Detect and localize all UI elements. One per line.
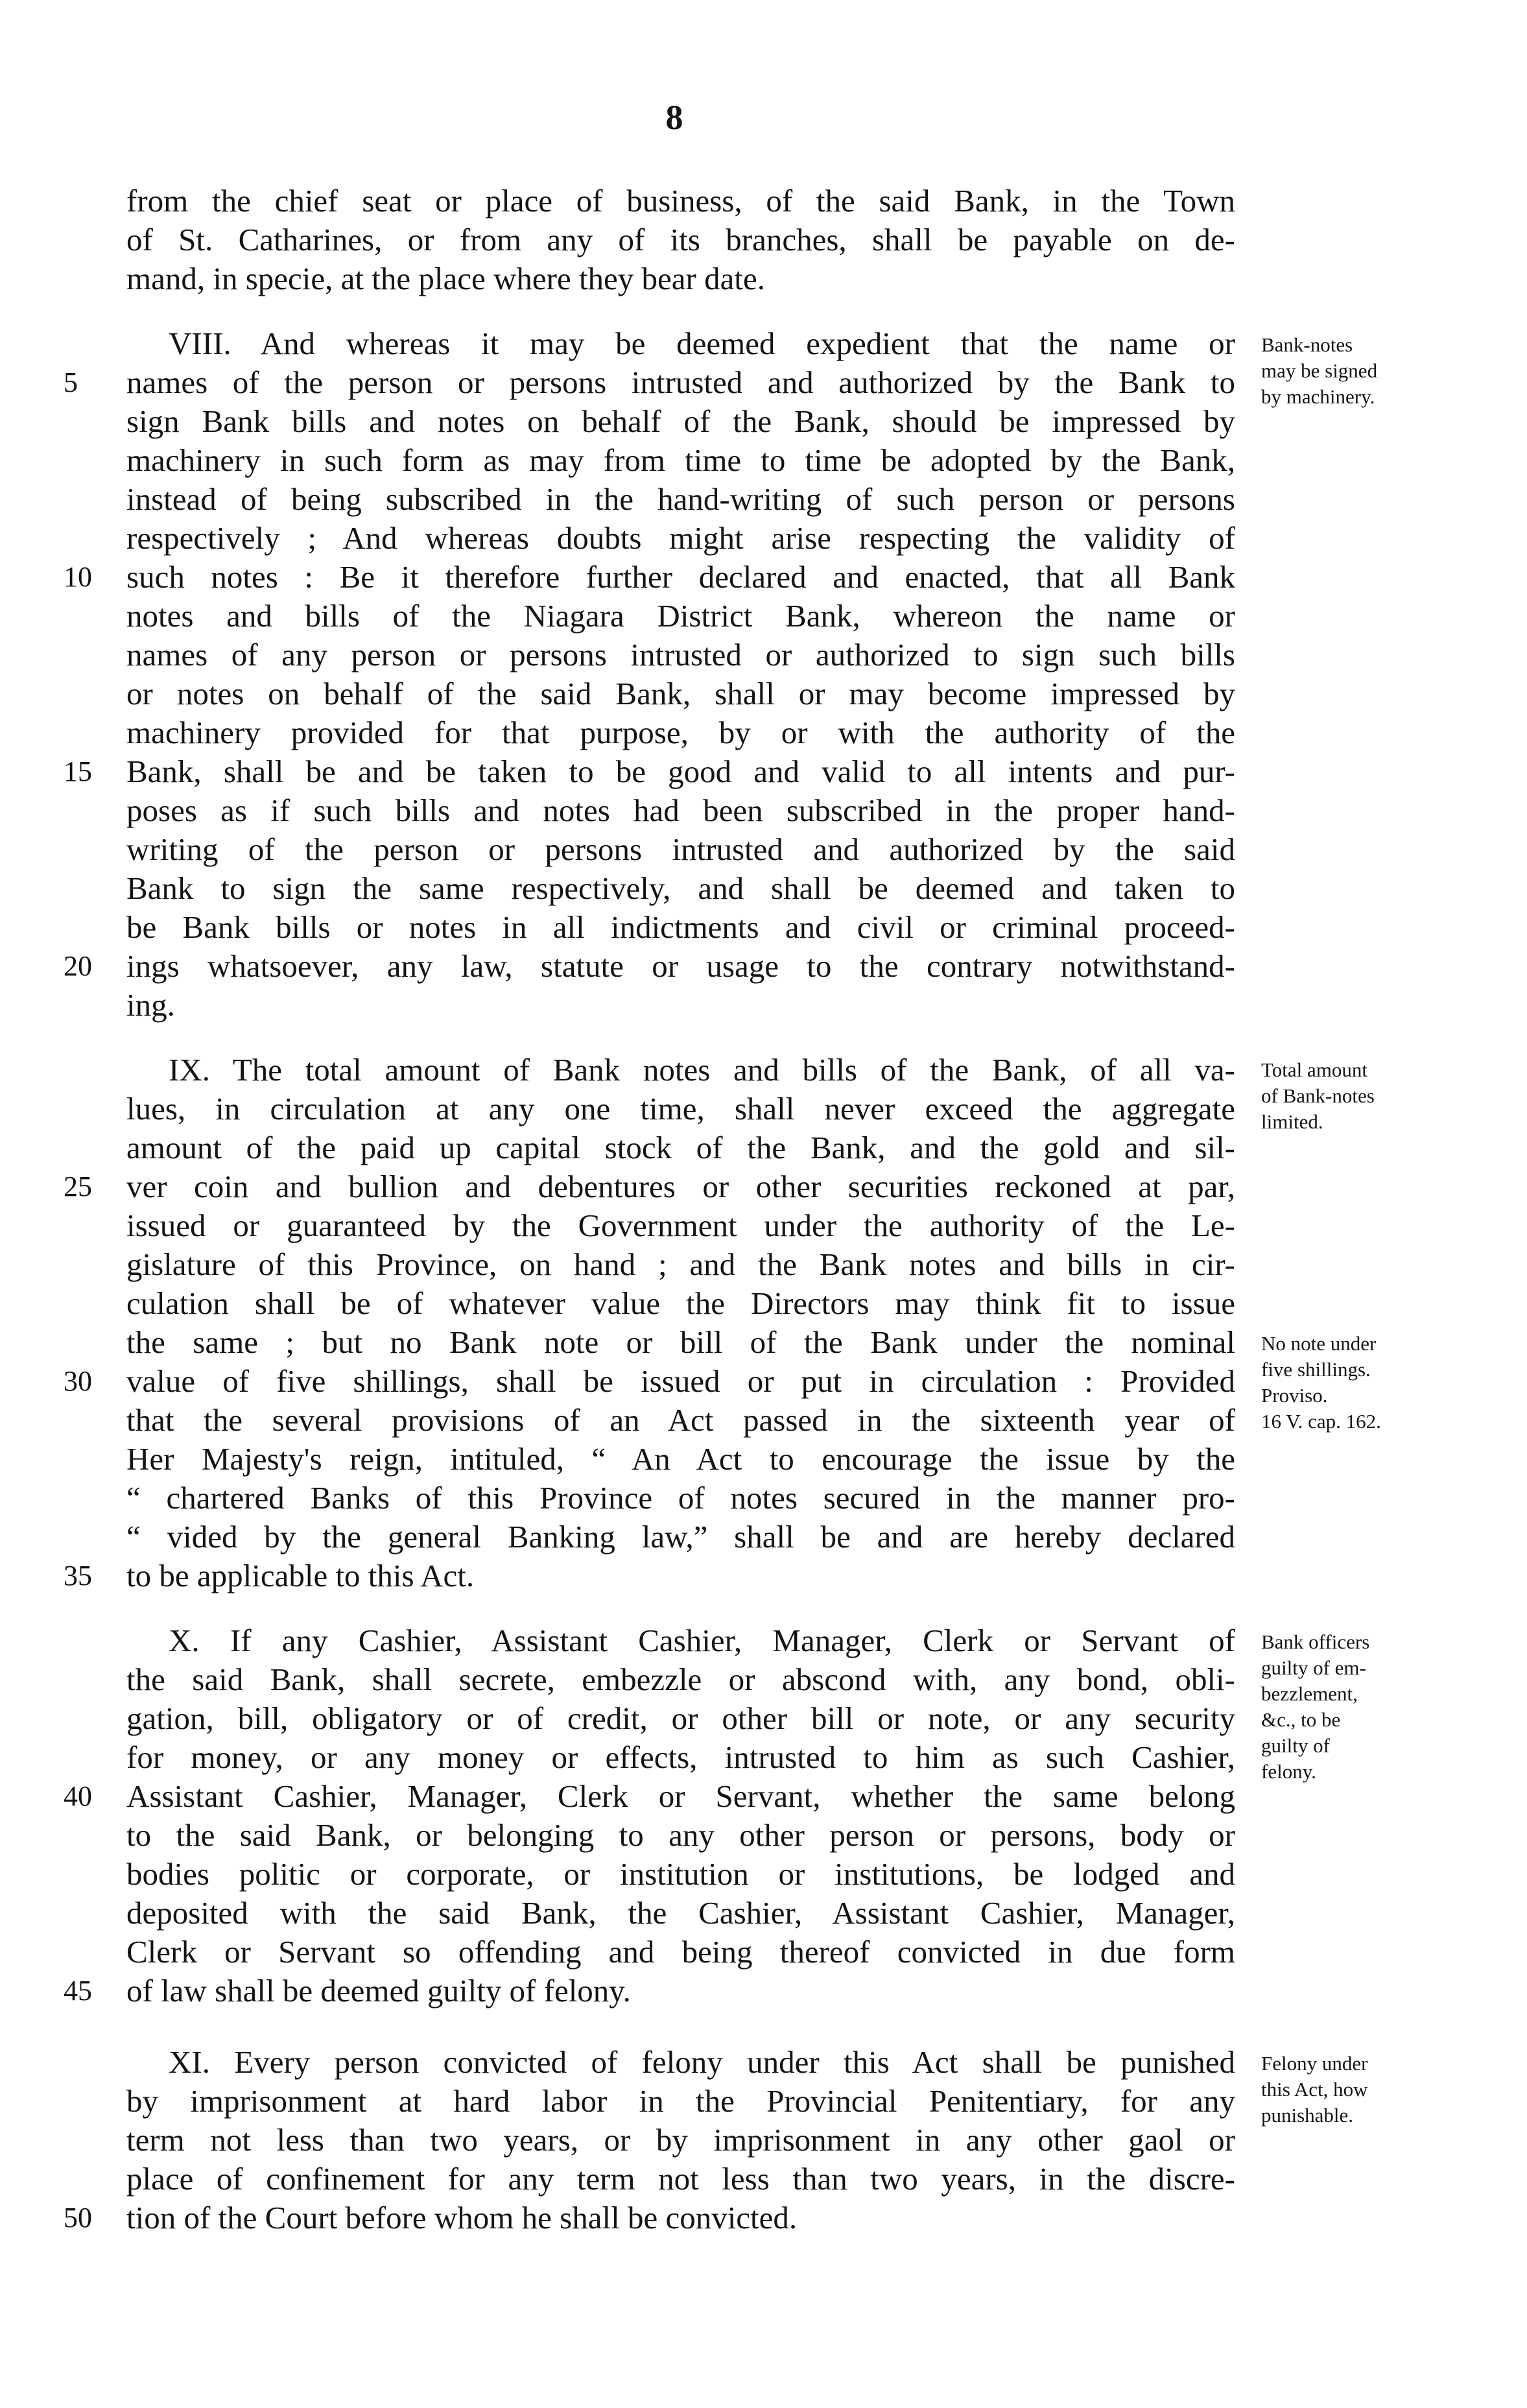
text-line: the same ; but no Bank note or bill of the Bank under the nominal (126, 1324, 1235, 1360)
margin-note-line: &c., to be (1261, 1708, 1341, 1731)
margin-note-line: Bank officers (1261, 1630, 1370, 1653)
margin-note-bank-notes-machinery (1261, 332, 1456, 410)
line-number: 35 (64, 1560, 92, 1591)
margin-note-line: bezzlement, (1261, 1682, 1358, 1705)
text-line: ver coin and bullion and debentures or other securities reckoned at par, (126, 1169, 1235, 1204)
text-line: Bank, shall be and be taken to be good and valid to all intents and pur- (126, 754, 1235, 789)
margin-note-bank-officers (1261, 1629, 1456, 1785)
text-line: Clerk or Servant so offending and being thereof convicted in due form (126, 1934, 1235, 1970)
margin-note-line: No note under (1261, 1332, 1377, 1355)
text-line: or notes on behalf of the said Bank, shall or may become impressed by (126, 676, 1235, 711)
line-number: 30 (64, 1365, 92, 1397)
margin-note-line: felony. (1261, 1760, 1316, 1783)
line-number: 10 (64, 561, 92, 593)
text-line: gislature of this Province, on hand ; and the Bank notes and bills in cir- (126, 1246, 1235, 1282)
text-line: tion of the Court before whom he shall be convicted. (126, 2200, 798, 2235)
text-line: respectively ; And whereas doubts might arise respecting the validity of (126, 520, 1235, 556)
text-line: value of five shillings, shall be issued or put in circulation : Provided (126, 1363, 1235, 1399)
margin-note-line: by machinery. (1261, 385, 1375, 408)
text-line: such notes : Be it therefore further declared and enacted, that all Bank (126, 559, 1235, 595)
text-line: of St. Catharines, or from any of its branches, shall be payable on de- (126, 222, 1235, 257)
text-line: machinery in such form as may from time to time be adopted by the Bank, (126, 442, 1235, 478)
margin-note-line: guilty of (1261, 1734, 1330, 1757)
text-line: instead of being subscribed in the hand-writing of such person or persons (126, 481, 1235, 517)
text-line: to the said Bank, or belonging to any other person or persons, body or (126, 1817, 1235, 1853)
margin-note-line: Felony under (1261, 2052, 1368, 2075)
margin-note-proviso (1261, 1383, 1456, 1435)
margin-note-line: limited. (1261, 1110, 1323, 1133)
text-line: bodies politic or corporate, or institution or institutions, be lodged and (126, 1856, 1235, 1892)
text-line: names of the person or persons intrusted and authorized by the Bank to (126, 364, 1235, 400)
text-line: XI. Every person convicted of felony under this Act shall be punished (169, 2044, 1235, 2080)
text-line: issued or guaranteed by the Government under the authority of the Le- (126, 1208, 1235, 1243)
text-line: VIII. And whereas it may be deemed expedient that the name or (169, 326, 1235, 361)
text-line: Bank to sign the same respectively, and shall be deemed and taken to (126, 870, 1235, 906)
text-line: “ chartered Banks of this Province of notes secured in the manner pro- (126, 1480, 1235, 1516)
line-number: 45 (64, 1975, 92, 2007)
text-line: place of confinement for any term not less than two years, in the discre- (126, 2161, 1235, 2197)
margin-note-line: five shillings. (1261, 1358, 1371, 1381)
text-line: deposited with the said Bank, the Cashier, Assistant Cashier, Manager, (126, 1895, 1235, 1931)
text-line: Assistant Cashier, Manager, Clerk or Servant, whether the same belong (126, 1778, 1235, 1814)
text-line: to be applicable to this Act. (126, 1558, 475, 1593)
text-line: writing of the person or persons intrusted and authorized by the said (126, 831, 1235, 867)
line-number: 20 (64, 950, 92, 982)
text-line: poses as if such bills and notes had been subscribed in the proper hand- (126, 793, 1235, 828)
text-line: IX. The total amount of Bank notes and bills of the Bank, of all va- (169, 1052, 1235, 1088)
text-line: culation shall be of whatever value the Directors may think fit to issue (126, 1285, 1235, 1321)
text-line: by imprisonment at hard labor in the Provincial Penitentiary, for any (126, 2083, 1235, 2119)
text-line: ing. (126, 987, 175, 1023)
margin-note-line: of Bank-notes (1261, 1084, 1375, 1107)
text-line: names of any person or persons intrusted or authorized to sign such bills (126, 637, 1235, 673)
text-line: Her Majesty's reign, intituled, “ An Act to encourage the issue by the (126, 1441, 1235, 1477)
margin-note-line: Bank-notes (1261, 333, 1353, 356)
text-line: amount of the paid up capital stock of the Bank, and the gold and sil- (126, 1130, 1235, 1165)
text-line: of law shall be deemed guilty of felony. (126, 1973, 631, 2009)
line-number: 50 (64, 2202, 92, 2234)
text-line: for money, or any money or effects, intrusted to him as such Cashier, (126, 1739, 1235, 1775)
text-line: mand, in specie, at the place where they bear date. (126, 261, 765, 296)
margin-note-line: this Act, how (1261, 2078, 1368, 2101)
text-line: ings whatsoever, any law, statute or usage to the contrary notwithstand- (126, 948, 1235, 984)
text-line: be Bank bills or notes in all indictments and civil or criminal proceed- (126, 909, 1235, 945)
page-number: 8 (665, 98, 683, 137)
line-number: 15 (64, 756, 92, 787)
margin-note-line: guilty of em- (1261, 1656, 1366, 1679)
text-line: that the several provisions of an Act passed in the sixteenth year of (126, 1402, 1235, 1438)
text-line: notes and bills of the Niagara District Bank, whereon the name or (126, 598, 1235, 634)
text-line: “ vided by the general Banking law,” shall be and are hereby declared (126, 1519, 1235, 1555)
text-line: X. If any Cashier, Assistant Cashier, Manager, Clerk or Servant of (169, 1623, 1235, 1658)
margin-note-total-amount (1261, 1057, 1456, 1135)
margin-note-line: punishable. (1261, 2104, 1354, 2127)
margin-note-line: Proviso. (1261, 1384, 1328, 1407)
margin-note-five-shillings (1261, 1331, 1456, 1383)
text-line: the said Bank, shall secrete, embezzle or abscond with, any bond, obli- (126, 1662, 1235, 1697)
text-line: term not less than two years, or by imprisonment in any other gaol or (126, 2122, 1235, 2158)
text-line: lues, in circulation at any one time, shall never exceed the aggregate (126, 1091, 1235, 1127)
text-line: gation, bill, obligatory or of credit, or other bill or note, or any security (126, 1700, 1235, 1736)
margin-note-line: may be signed (1261, 359, 1378, 382)
text-line: from the chief seat or place of business, of the said Bank, in the Town (126, 183, 1235, 219)
line-number: 40 (64, 1780, 92, 1812)
margin-note-line: 16 V. cap. 162. (1261, 1410, 1381, 1433)
line-number: 5 (64, 366, 78, 398)
text-line: sign Bank bills and notes on behalf of the Bank, should be impressed by (126, 403, 1235, 439)
margin-note-felony (1261, 2051, 1456, 2128)
margin-note-line: Total amount (1261, 1058, 1367, 1081)
text-line: machinery provided for that purpose, by or with the authority of the (126, 715, 1235, 750)
line-number: 25 (64, 1171, 92, 1202)
